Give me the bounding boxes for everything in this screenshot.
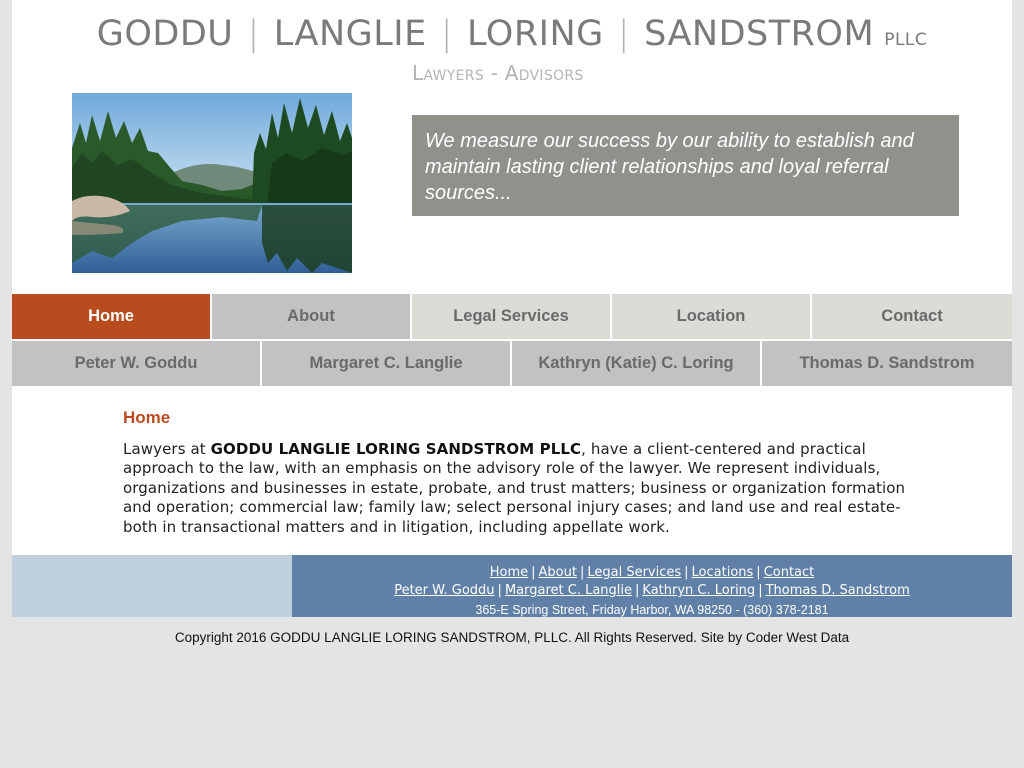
firm-name-separator: | <box>617 14 631 54</box>
copyright-notice: Copyright 2016 GODDU LANGLIE LORING SANDSTROM, PLLC. All Rights Reserved. Site by Coder West Data <box>174 630 850 645</box>
footer-divider: | <box>497 583 502 598</box>
footer-link-locations[interactable]: Locations <box>691 565 754 580</box>
footer-link-kathryn-loring[interactable]: Kathryn C. Loring <box>642 583 756 598</box>
footer-links-attorneys <box>292 582 1012 600</box>
nav-location[interactable]: Location <box>612 294 812 339</box>
nav-legal-services[interactable]: Legal Services <box>412 294 612 339</box>
main-navigation <box>12 294 1012 340</box>
page-container <box>12 0 1012 617</box>
intro-paragraph <box>123 440 913 537</box>
firm-name-sandstrom: SANDSTROM <box>644 14 875 54</box>
firm-name-separator: | <box>247 14 260 54</box>
nav-about[interactable]: About <box>212 294 412 339</box>
page-title: Home <box>123 408 171 427</box>
mission-quote: We measure our success by our ability to establish and maintain lasting client relationships and loyal referral sources... <box>412 115 959 216</box>
intro-body: , have a client-centered and practical approach to the law, with an emphasis on the advisory role of the lawyer. We represent individuals, organizations and businesses in estate, probate, and trust matters; business or organization formation and operation; commercial law; family law; select personal injury cases; and land use and real estate-both in transactional matters and in litigation, including appellate work. <box>123 440 906 536</box>
nav-margaret-langlie[interactable]: Margaret C. Langlie <box>262 341 512 386</box>
attorney-navigation <box>12 341 1012 386</box>
footer-address: 365-E Spring Street, Friday Harbor, WA 98250 - (360) 378-2181 <box>475 603 829 617</box>
footer-link-peter-goddu[interactable]: Peter W. Goddu <box>394 583 495 598</box>
footer-divider: | <box>635 583 640 598</box>
tagline: Lawyers - Advisors <box>412 61 584 85</box>
footer-divider: | <box>579 565 585 580</box>
firm-pllc: PLLC <box>884 30 928 50</box>
footer-divider: | <box>684 565 689 580</box>
footer-divider: | <box>756 565 761 580</box>
footer-links-main <box>292 564 1012 582</box>
footer-link-contact[interactable]: Contact <box>763 565 815 580</box>
footer-link-legal-services[interactable]: Legal Services <box>587 565 682 580</box>
footer-link-margaret-langlie[interactable]: Margaret C. Langlie <box>504 583 633 598</box>
intro-lead: Lawyers at <box>123 440 211 458</box>
main-content <box>123 405 913 537</box>
firm-name-separator: | <box>440 14 454 54</box>
nav-thomas-sandstrom[interactable]: Thomas D. Sandstrom <box>762 341 1012 386</box>
firm-name-langlie: LANGLIE <box>273 14 427 54</box>
firm-name-logo <box>12 14 1012 54</box>
footer-link-home[interactable]: Home <box>489 565 529 580</box>
nav-peter-goddu[interactable]: Peter W. Goddu <box>12 341 262 386</box>
firm-name-goddu: GODDU <box>96 14 234 54</box>
footer-link-about[interactable]: About <box>538 565 577 580</box>
nav-contact[interactable]: Contact <box>812 294 1012 339</box>
footer-divider: | <box>758 583 763 598</box>
footer <box>292 555 1012 617</box>
footer-accent-panel <box>12 555 292 617</box>
firm-name-loring: LORING <box>467 14 604 54</box>
lake-landscape-image <box>72 93 352 273</box>
footer-divider: | <box>531 565 536 580</box>
footer-link-thomas-sandstrom[interactable]: Thomas D. Sandstrom <box>765 583 910 598</box>
nav-kathryn-loring[interactable]: Kathryn (Katie) C. Loring <box>512 341 762 386</box>
firm-name-bold: GODDU LANGLIE LORING SANDSTROM PLLC <box>210 440 582 458</box>
nav-home[interactable]: Home <box>12 294 212 339</box>
